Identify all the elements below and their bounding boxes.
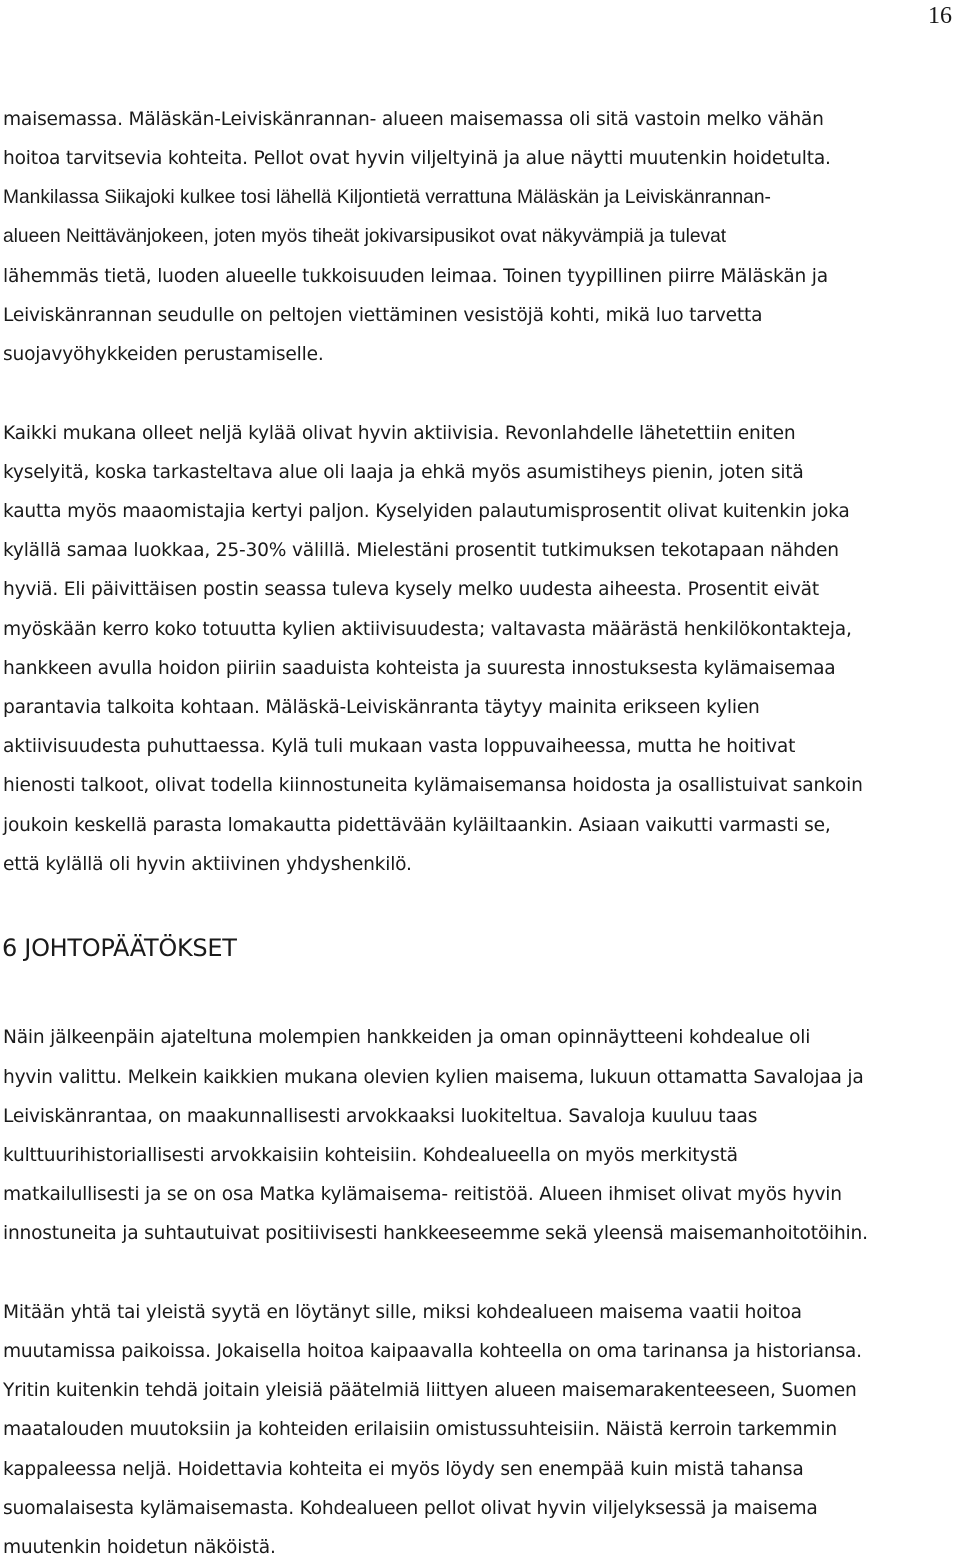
text-line: Yritin kuitenkin tehdä joitain yleisiä päätelmiä liittyen alueen maisemarakenteeseen, Suomen <box>3 1380 857 1401</box>
text-line: innostuneita ja suhtautuivat positiivisesti hankkeeseemme sekä yleensä maisemanhoitotöihin. <box>3 1223 868 1244</box>
text-line: hyvin valittu. Melkein kaikkien mukana olevien kylien maisema, lukuun ottamatta Savalojaa ja <box>3 1067 864 1088</box>
text-line: että kylällä oli hyvin aktiivinen yhdyshenkilö. <box>3 854 412 875</box>
text-line: myöskään kerro koko totuutta kylien aktiivisuudesta; valtavasta määrästä henkilökontakteja, <box>3 619 852 640</box>
text-line: hoitoa tarvitsevia kohteita. Pellot ovat hyvin viljeltyinä ja alue näytti muutenkin hoidetulta. <box>3 148 831 169</box>
text-line: muutenkin hoidetun näköistä. <box>3 1537 276 1558</box>
text-line: alueen Neittävänjokeen, joten myös tiheät jokivarsipusikot ovat näkyvämpiä ja tulevat <box>3 226 727 247</box>
section-heading: 6 JOHTOPÄÄTÖKSET <box>2 934 237 962</box>
text-line: Leiviskänrannan seudulle on peltojen viettäminen vesistöjä kohti, mikä luo tarvetta <box>3 305 763 326</box>
text-line: aktiivisuudesta puhuttaessa. Kylä tuli mukaan vasta loppuvaiheessa, mutta he hoitivat <box>3 736 796 757</box>
text-line: Kaikki mukana olleet neljä kylää olivat hyvin aktiivisia. Revonlahdelle lähetettiin eniten <box>3 423 796 444</box>
text-line: maatalouden muutoksiin ja kohteiden erilaisiin omistussuhteisiin. Näistä kerroin tarkemmin <box>3 1419 837 1440</box>
text-line: kyselyitä, koska tarkasteltava alue oli laaja ja ehkä myös asumistiheys pienin, joten sitä <box>3 462 804 483</box>
text-line: muutamissa paikoissa. Jokaisella hoitoa kaipaavalla kohteella on oma tarinansa ja historiansa. <box>3 1341 862 1362</box>
text-line: kappaleessa neljä. Hoidettavia kohteita ei myös löydy sen enempää kuin mistä tahansa <box>3 1459 804 1480</box>
text-line: kylällä samaa luokkaa, 25-30% välillä. Mielestäni prosentit tutkimuksen tekotapaan nähden <box>3 540 839 561</box>
text-line: matkailullisesti ja se on osa Matka kylämaisema- reitistöä. Alueen ihmiset olivat myös hyvin <box>3 1184 842 1205</box>
text-line: joukoin keskellä parasta lomakautta pidettävään kyläiltaankin. Asiaan vaikutti varmasti se, <box>3 815 831 836</box>
text-line: lähemmäs tietä, luoden alueelle tukkoisuuden leimaa. Toinen tyypillinen piirre Mäläskän ja <box>3 266 828 287</box>
page-number: 16 <box>928 3 952 29</box>
text-line: kulttuurihistoriallisesti arvokkaisiin kohteisiin. Kohdealueella on myös merkitystä <box>3 1145 738 1166</box>
text-line: parantavia talkoita kohtaan. Mäläskä-Leiviskänranta täytyy mainita erikseen kylien <box>3 697 760 718</box>
text-line: hankkeen avulla hoidon piiriin saaduista kohteista ja suuresta innostuksesta kylämaisemaa <box>3 658 836 679</box>
text-line: hienosti talkoot, olivat todella kiinnostuneita kylämaisemansa hoidosta ja osallistuivat sankoin <box>3 775 863 796</box>
text-line: hyviä. Eli päivittäisen postin seassa tuleva kysely melko uudesta aiheesta. Prosentit eivät <box>3 579 819 600</box>
text-line: Mitään yhtä tai yleistä syytä en löytänyt sille, miksi kohdealueen maisema vaatii hoitoa <box>3 1302 802 1323</box>
text-line: kautta myös maaomistajia kertyi paljon. Kyselyiden palautumisprosentit olivat kuitenkin joka <box>3 501 850 522</box>
text-line: suojavyöhykkeiden perustamiselle. <box>3 344 324 365</box>
text-line: Näin jälkeenpäin ajateltuna molempien hankkeiden ja oman opinnäytteeni kohdealue oli <box>3 1027 811 1048</box>
text-line: suomalaisesta kylämaisemasta. Kohdealueen pellot olivat hyvin viljelyksessä ja maisema <box>3 1498 818 1519</box>
text-line: maisemassa. Mäläskän-Leiviskänrannan- alueen maisemassa oli sitä vastoin melko vähän <box>3 109 824 130</box>
text-line: Leiviskänrantaa, on maakunnallisesti arvokkaaksi luokiteltua. Savaloja kuuluu taas <box>3 1106 758 1127</box>
text-line: Mankilassa Siikajoki kulkee tosi lähellä Kiljontietä verrattuna Mäläskän ja Leiviskänrannan- <box>3 187 771 208</box>
